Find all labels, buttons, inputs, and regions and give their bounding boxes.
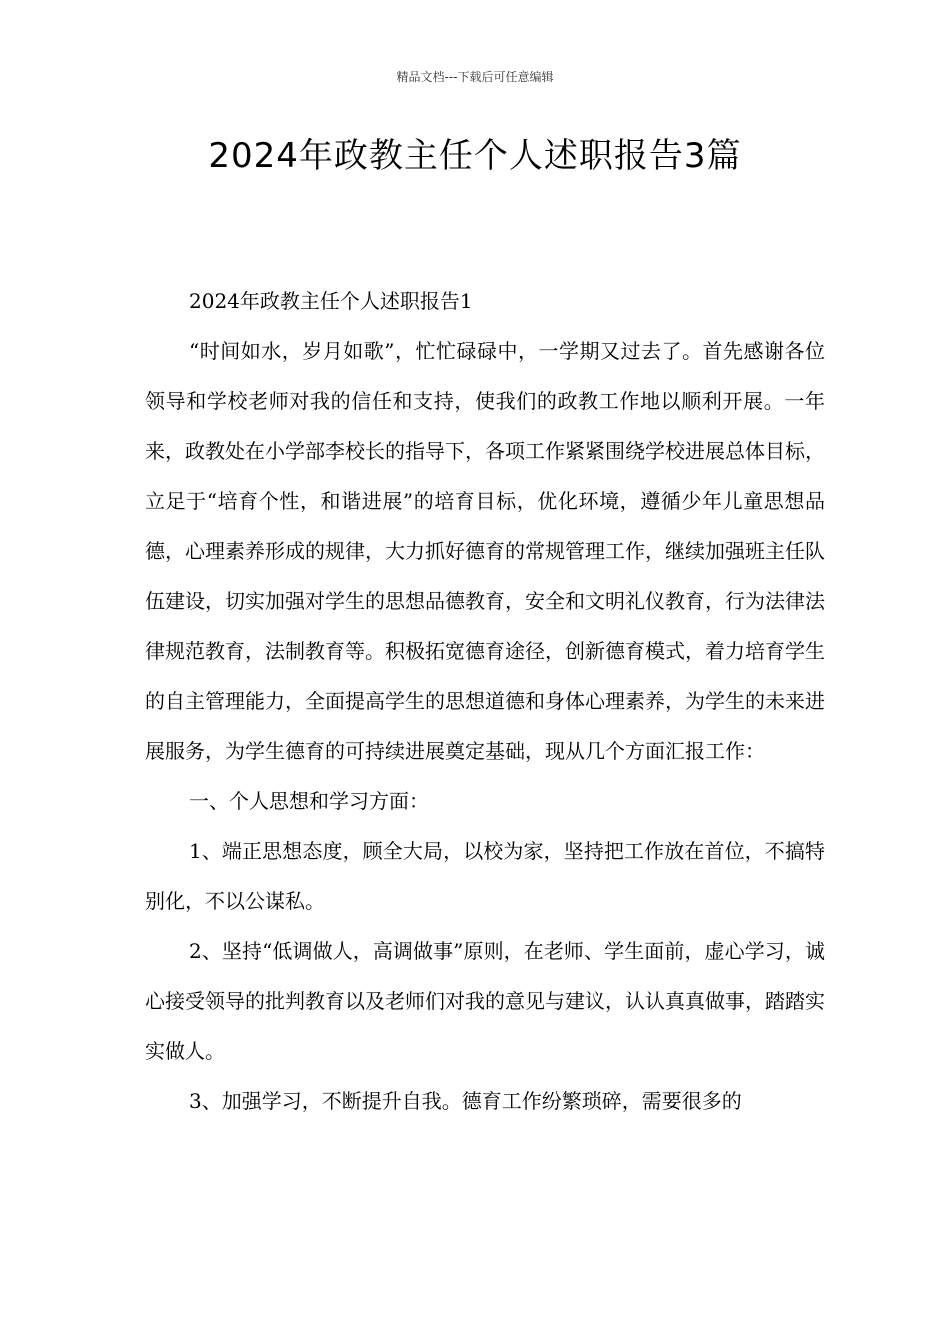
- paragraph: “时间如水，岁月如歌”，忙忙碌碌中，一学期又过去了。首先感谢各位领导和学校老师对我的信任和支持，使我们的政教工作地以顺利开展。一年来，政教处在小学部李校长的指导下，各项工作紧紧围绕学校进展总体目标，立足于“培育个性，和谐进展”的培育目标，优化环境，遵循少年儿童思想品德，心理素养形成的规律，大力抓好德育的常规管理工作，继续加强班主任队伍建设，切实加强对学生的思想品德教育，安全和文明礼仪教育，行为法律法律规范教育，法制教育等。积极拓宽德育途径，创新德育模式，着力培育学生的自主管理能力，全面提高学生的思想道德和身体心理素养，为学生的未来进展服务，为学生德育的可持续进展奠定基础，现从几个方面汇报工作：: [145, 339, 825, 763]
- section-heading: 2024年政教主任个人述职报告1: [189, 289, 473, 313]
- document-body: [145, 276, 825, 1126]
- paragraph: 2、坚持“低调做人，高调做事”原则，在老师、学生面前，虚心学习，诚心接受领导的批判教育以及老师们对我的意见与建议，认认真真做事，踏踏实实做人。: [145, 939, 825, 1063]
- paragraph: 3、加强学习，不断提升自我。德育工作纷繁琐碎，需要很多的: [189, 1089, 742, 1113]
- header-note: 精品文档---下载后可任意编辑: [396, 70, 554, 84]
- document-title: 2024年政教主任个人述职报告3篇: [208, 136, 742, 176]
- paragraph: 1、端正思想态度，顾全大局，以校为家，坚持把工作放在首位，不搞特别化，不以公谋私。: [145, 839, 825, 913]
- paragraph-heading: 一、个人思想和学习方面：: [189, 789, 429, 813]
